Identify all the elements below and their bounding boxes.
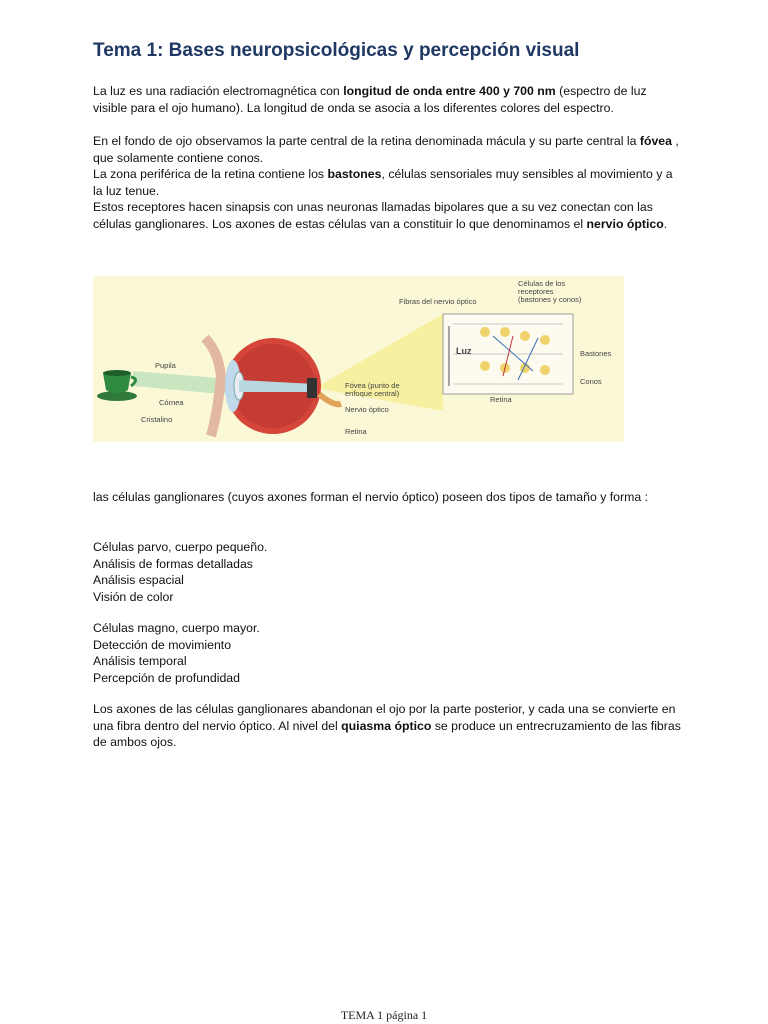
p4-text-bold: nervio óptico — [586, 216, 664, 231]
p3-text-a: La zona periférica de la retina contiene los — [93, 167, 328, 181]
parvo-item: Análisis de formas detalladas — [93, 556, 253, 571]
p2-text-bold: fóvea — [639, 134, 672, 148]
eye-diagram — [93, 276, 624, 442]
p1-text-a: La luz es una radiación electromagnética con — [93, 84, 344, 98]
label-celulas-receptores-3: (bastones y conos) — [518, 295, 582, 304]
p6-text-a: Los axones de las células ganglionares abandonan el ojo por la parte posterior, y cada una se convierte en una fibra dentro del nervio óptico. Al nivel del — [93, 702, 676, 733]
paragraph-retina — [93, 133, 683, 232]
label-cornea: Córnea — [159, 398, 184, 407]
label-luz: Luz — [456, 346, 472, 356]
p4-text-c: . — [663, 216, 668, 231]
p6-text-bold: quiasma óptico — [341, 718, 432, 733]
teacup-icon — [97, 370, 137, 401]
eye-diagram-figure — [93, 276, 624, 442]
paragraph-bastones — [93, 166, 683, 199]
p6-text-c: se produce un entrecruzamiento de las fibras de ambos ojos. — [93, 718, 681, 749]
parvo-cells-list — [93, 539, 683, 605]
label-retina-eye: Retina — [345, 427, 367, 436]
p1-text-c: (espectro de luz visible para el ojo humano). La longitud de onda se asocia a los diferentes colores del espectro. — [93, 84, 647, 115]
magno-item: Detección de movimiento — [93, 637, 232, 652]
paragraph-quiasma — [93, 701, 683, 751]
p2-text-a: En el fondo de ojo observamos la parte central de la retina denominada mácula y su parte central la — [93, 134, 640, 148]
magno-item: Percepción de profundidad — [93, 670, 240, 685]
paragraph-light-wavelength — [93, 83, 683, 116]
magno-item: Análisis temporal — [93, 654, 187, 668]
label-pupila: Pupila — [155, 361, 176, 370]
label-nervio-optico: Nervio óptico — [345, 405, 389, 414]
label-fibras-nervio: Fibras del nervio óptico — [399, 297, 477, 306]
magno-heading: Células magno, cuerpo mayor. — [93, 621, 260, 635]
label-conos: Conos — [580, 377, 602, 386]
parvo-heading: Células parvo, cuerpo pequeño. — [93, 540, 268, 554]
p3-text-c: , células sensoriales muy sensibles al movimiento y a la luz tenue. — [93, 167, 673, 198]
label-bastones: Bastones — [580, 349, 612, 358]
p3-text-bold: bastones — [327, 167, 382, 181]
label-cristalino: Cristalino — [141, 415, 173, 424]
label-celulas-receptores-2: receptores — [518, 287, 554, 296]
parvo-item: Visión de color — [93, 589, 174, 604]
paragraph-ganglionares: las células ganglionares (cuyos axones forman el nervio óptico) poseen dos tipos de tamaño y forma : — [93, 490, 649, 504]
page-footer: TEMA 1 página 1 — [340, 1008, 428, 1022]
label-celulas-receptores-1: Células de los — [518, 279, 566, 288]
label-fovea-1: Fóvea (punto de — [345, 381, 400, 390]
parvo-item: Análisis espacial — [93, 573, 184, 587]
label-fovea-2: enfoque central) — [345, 389, 400, 398]
magno-cells-list — [93, 620, 683, 686]
paragraph-receptores — [93, 199, 683, 232]
p4-text-a: Estos receptores hacen sinapsis con unas neuronas llamadas bipolares que a su vez conectan con las células ganglionares. Los axones de estas células van a constituir lo que denominamos el — [93, 200, 653, 231]
p1-text-bold: longitud de onda entre 400 y 700 nm — [343, 84, 556, 98]
p2-text-c: , que solamente contiene conos. — [93, 134, 679, 165]
label-retina-detail: Retina — [490, 395, 512, 404]
page-title: Tema 1: Bases neuropsicológicas y percepción visual — [93, 40, 580, 61]
paragraph-fovea — [93, 133, 683, 166]
